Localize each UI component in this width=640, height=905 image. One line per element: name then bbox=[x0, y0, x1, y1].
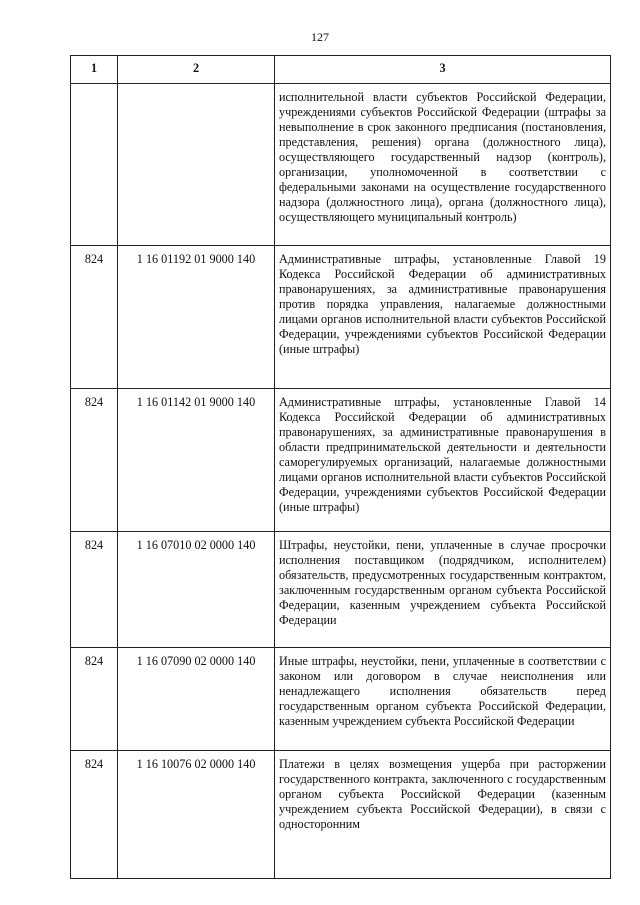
header-column-3: 3 bbox=[275, 56, 611, 84]
table-row bbox=[71, 246, 611, 389]
revenue-code-cell bbox=[118, 84, 275, 246]
description-cell: Административные штрафы, установленные Главой 14 Кодекса Российской Федерации об административных правонарушениях, за административные правонарушения в области предпринимательской деятельности и деятельности саморегулируемых организаций, налагаемые должностными лицами органов исполнительной власти субъектов Российской Федерации, учреждениями субъектов Российской Федерации (иные штрафы) bbox=[275, 389, 611, 532]
revenue-code-cell: 1 16 07010 02 0000 140 bbox=[118, 532, 275, 648]
admin-code-cell bbox=[71, 84, 118, 246]
header-column-2: 2 bbox=[118, 56, 275, 84]
table-row bbox=[71, 648, 611, 751]
description-cell: исполнительной власти субъектов Российской Федерации, учреждениями субъектов Российской Федерации (штрафы за невыполнение в срок законного предписания (постановления, представления, решения) органа (должностного лица), осуществляющего государственный надзор (контроль), организации, уполномоченной в соответствии с федеральными законами на осуществление государственного надзора (должностного лица), органа (должностного лица), осуществляющего муниципальный контроль) bbox=[275, 84, 611, 246]
admin-code-cell: 824 bbox=[71, 532, 118, 648]
table-row bbox=[71, 389, 611, 532]
description-cell: Иные штрафы, неустойки, пени, уплаченные в соответствии с законом или договором в случае неисполнения или ненадлежащего исполнения обязательств перед государственным органом субъекта Российской Федерации, казенным учреждением субъекта Российской Федерации bbox=[275, 648, 611, 751]
revenue-code-cell: 1 16 01142 01 9000 140 bbox=[118, 389, 275, 532]
description-cell: Платежи в целях возмещения ущерба при расторжении государственного контракта, заключенного с государственным органом субъекта Российской Федерации (казенным учреждением субъекта Российской Федерации), в связи с односторонним bbox=[275, 751, 611, 879]
revenue-code-cell: 1 16 07090 02 0000 140 bbox=[118, 648, 275, 751]
table-row bbox=[71, 751, 611, 879]
table-row bbox=[71, 532, 611, 648]
admin-code-cell: 824 bbox=[71, 648, 118, 751]
header-column-1: 1 bbox=[71, 56, 118, 84]
revenue-code-cell: 1 16 01192 01 9000 140 bbox=[118, 246, 275, 389]
revenue-codes-table bbox=[70, 55, 611, 879]
table-row-continuation bbox=[71, 84, 611, 246]
table-header-row bbox=[71, 56, 611, 84]
admin-code-cell: 824 bbox=[71, 751, 118, 879]
description-cell: Административные штрафы, установленные Главой 19 Кодекса Российской Федерации об административных правонарушениях, за административные правонарушения против порядка управления, налагаемые должностными лицами органов исполнительной власти субъектов Российской Федерации, учреждениями субъектов Российской Федерации (иные штрафы) bbox=[275, 246, 611, 389]
admin-code-cell: 824 bbox=[71, 246, 118, 389]
page-number: 127 bbox=[311, 30, 329, 44]
revenue-code-cell: 1 16 10076 02 0000 140 bbox=[118, 751, 275, 879]
description-cell: Штрафы, неустойки, пени, уплаченные в случае просрочки исполнения поставщиком (подрядчиком, исполнителем) обязательств, предусмотренных государственным контрактом, заключенным государственным органом субъекта Российской Федерации, казенным учреждением субъекта Российской Федерации bbox=[275, 532, 611, 648]
admin-code-cell: 824 bbox=[71, 389, 118, 532]
